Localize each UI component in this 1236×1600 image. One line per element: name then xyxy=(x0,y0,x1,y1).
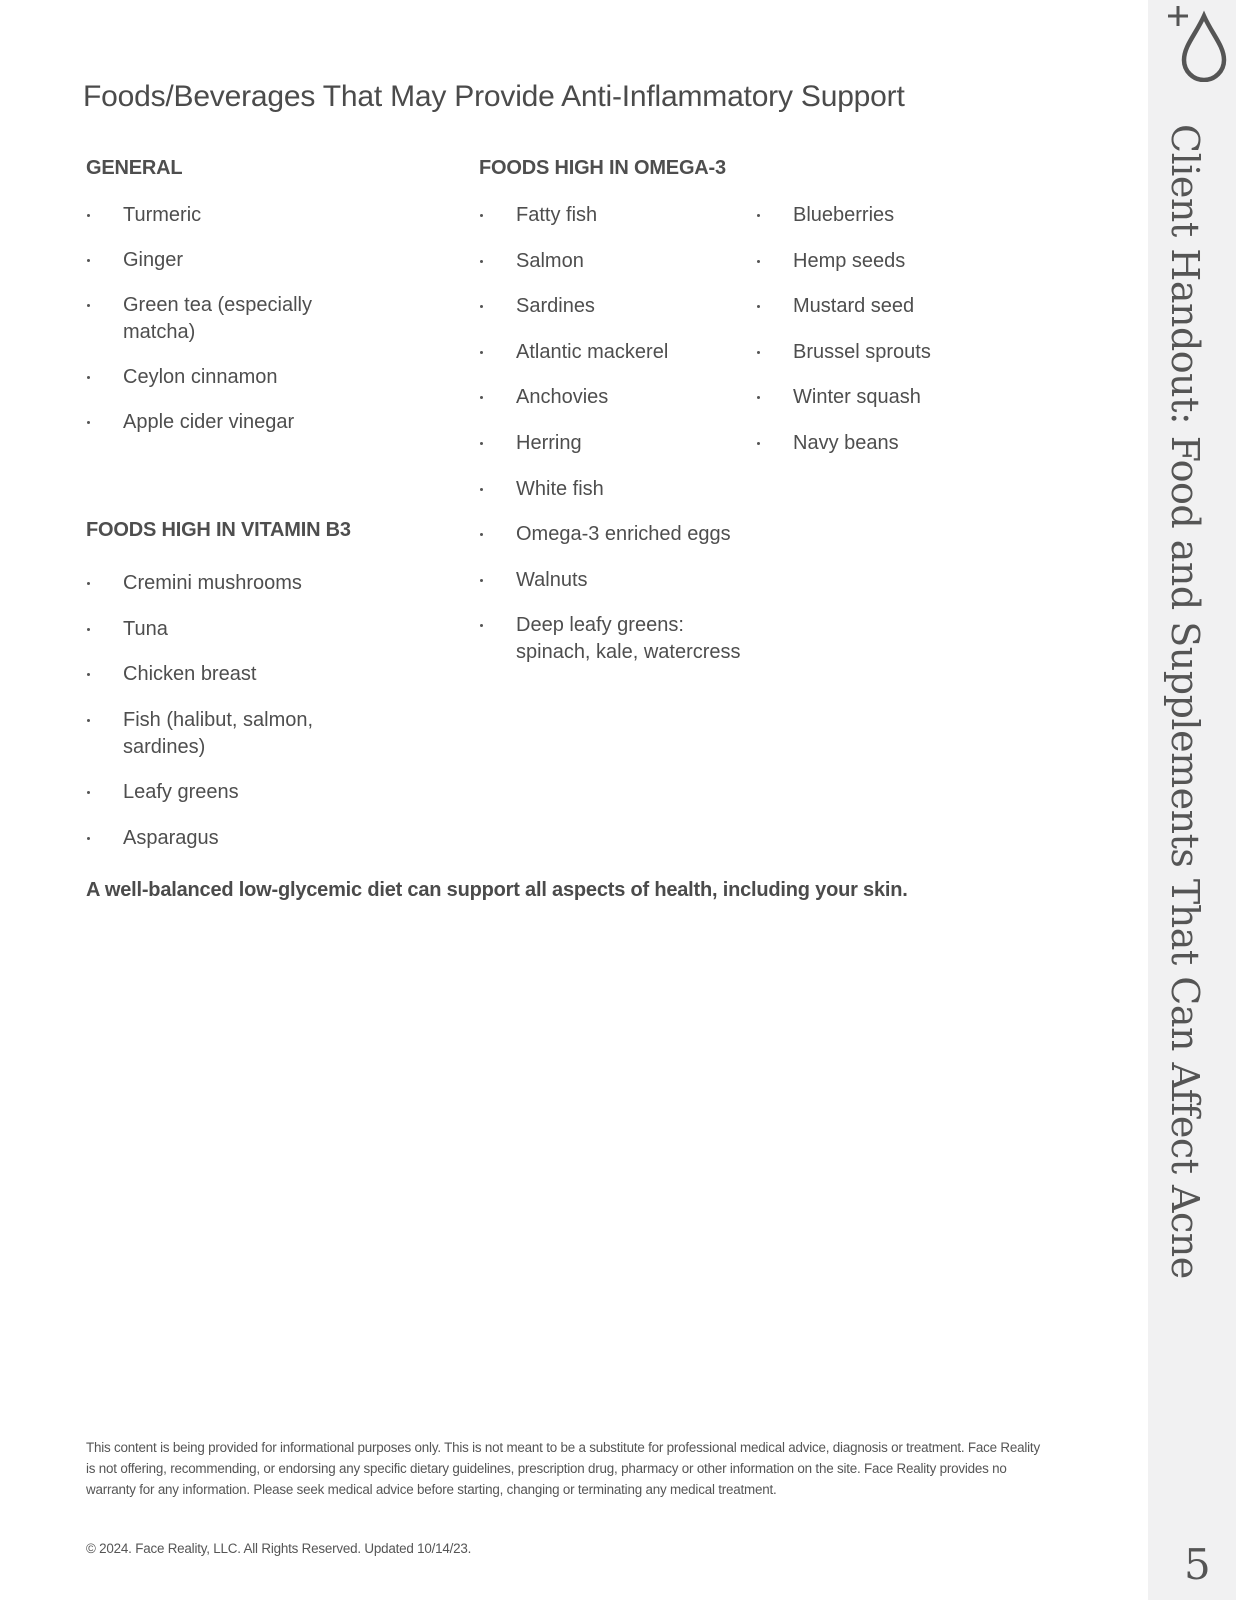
list-item: Atlantic mackerel xyxy=(479,339,779,366)
list-item: Leafy greens xyxy=(86,779,376,806)
list-item: Fish (halibut, salmon, sardines) xyxy=(86,707,318,761)
list-item: Apple cider vinegar xyxy=(86,409,376,436)
list-item: Anchovies xyxy=(479,384,779,411)
list-item: Herring xyxy=(479,430,779,457)
omega3-section xyxy=(479,157,779,685)
list-item: Hemp seeds xyxy=(756,248,976,275)
list-item: White fish xyxy=(479,476,779,503)
list-item: Asparagus xyxy=(86,825,376,852)
list-item: Mustard seed xyxy=(756,293,976,320)
vitamin-b3-section xyxy=(86,519,376,870)
list-item: Ginger xyxy=(86,247,376,274)
omega3-list-col1 xyxy=(479,202,779,666)
list-item: Deep leafy greens: spinach, kale, watercress xyxy=(479,612,756,666)
list-item: Cremini mushrooms xyxy=(86,570,376,597)
list-item: Winter squash xyxy=(756,384,976,411)
general-heading: GENERAL xyxy=(86,157,183,179)
omega3-heading: FOODS HIGH IN OMEGA-3 xyxy=(479,157,726,179)
omega3-list-col2 xyxy=(756,202,976,457)
disclaimer: This content is being provided for informational purposes only. This is not meant to be a substitute for professional medical advice, diagnosis or treatment. Face Reality is not offering, recommending, or endorsing any specific dietary guidelines, prescription drug, pharmacy or other information on the site. Face Reality provides no warranty for any information. Please seek medical advice before starting, changing or terminating any medical treatment. xyxy=(86,1440,1040,1497)
list-item: Blueberries xyxy=(756,202,976,229)
copyright: © 2024. Face Reality, LLC. All Rights Reserved. Updated 10/14/23. xyxy=(86,1541,472,1556)
vitamin-b3-list xyxy=(86,570,376,852)
list-item: Turmeric xyxy=(86,202,376,229)
side-title: Client Handout: Food and Supplements That Can Affect Acne xyxy=(1163,124,1207,1279)
diet-note: A well-balanced low-glycemic diet can support all aspects of health, including your skin. xyxy=(86,879,908,901)
plus-droplet-icon xyxy=(1166,4,1228,82)
page-number: 5 xyxy=(1184,1540,1211,1589)
list-item: Green tea (especially matcha) xyxy=(86,292,323,346)
list-item: Navy beans xyxy=(756,430,976,457)
list-item: Brussel sprouts xyxy=(756,339,976,366)
list-item: Omega-3 enriched eggs xyxy=(479,521,779,548)
list-item: Sardines xyxy=(479,293,779,320)
list-item: Ceylon cinnamon xyxy=(86,364,376,391)
list-item: Salmon xyxy=(479,248,779,275)
list-item: Tuna xyxy=(86,616,376,643)
general-section xyxy=(86,157,376,454)
omega3-section-col2 xyxy=(756,202,976,476)
general-list xyxy=(86,202,376,436)
list-item: Walnuts xyxy=(479,567,779,594)
vitamin-b3-heading: FOODS HIGH IN VITAMIN B3 xyxy=(86,519,351,541)
list-item: Fatty fish xyxy=(479,202,779,229)
page-title: Foods/Beverages That May Provide Anti-Inflammatory Support xyxy=(83,80,905,113)
list-item: Chicken breast xyxy=(86,661,376,688)
